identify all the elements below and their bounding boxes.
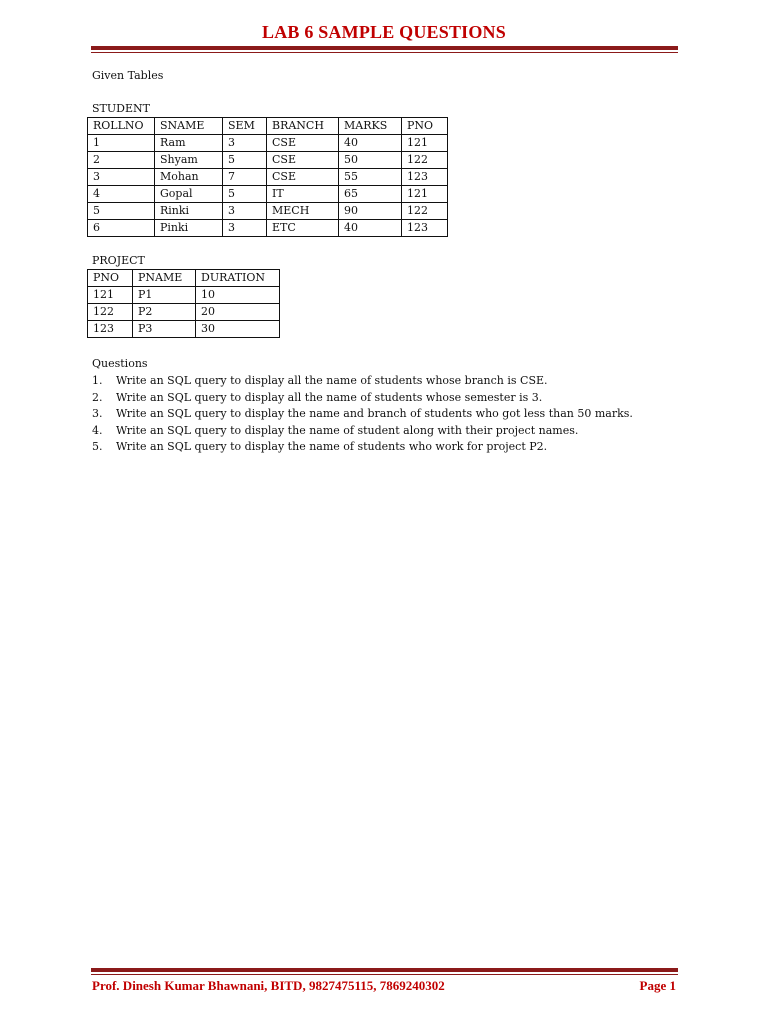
table-cell: 55 (339, 169, 402, 186)
table-row (88, 304, 280, 321)
table-cell: Gopal (155, 186, 223, 203)
project-table-label: PROJECT (92, 254, 145, 267)
page-title: LAB 6 SAMPLE QUESTIONS (262, 22, 506, 42)
student-table (87, 117, 448, 237)
table-cell: 6 (88, 220, 155, 237)
table-cell: MECH (267, 203, 339, 220)
table-cell: 7 (223, 169, 267, 186)
table-cell: Shyam (155, 152, 223, 169)
list-item (92, 406, 633, 423)
table-cell: 3 (88, 169, 155, 186)
table-cell: ETC (267, 220, 339, 237)
table-cell: 40 (339, 135, 402, 152)
question-number: 3. (92, 407, 103, 420)
table-row (88, 186, 448, 203)
column-header: BRANCH (267, 118, 339, 135)
table-cell: 123 (402, 220, 448, 237)
table-cell: P3 (133, 321, 196, 338)
table-header-row (88, 270, 280, 287)
table-header-row (88, 118, 448, 135)
column-header: PNO (88, 270, 133, 287)
questions-list (92, 373, 633, 456)
table-row (88, 220, 448, 237)
column-header: PNO (402, 118, 448, 135)
question-text: Write an SQL query to display all the name of students whose semester is 3. (116, 390, 543, 404)
footer-rule (91, 968, 678, 975)
question-number: 2. (92, 390, 103, 404)
header-rule (91, 46, 678, 53)
table-cell: CSE (267, 152, 339, 169)
table-cell: 4 (88, 186, 155, 203)
question-text: Write an SQL query to display the name and branch of students who got less than 50 marks. (116, 407, 633, 420)
table-cell: 90 (339, 203, 402, 220)
question-number: 1. (92, 374, 103, 387)
table-cell: 3 (223, 135, 267, 152)
list-item (92, 423, 633, 440)
question-text: Write an SQL query to display the name of student along with their project names. (116, 423, 579, 437)
table-row (88, 287, 280, 304)
question-text: Write an SQL query to display the name of students who work for project P2. (116, 440, 548, 453)
column-header: SEM (223, 118, 267, 135)
table-cell: 123 (402, 169, 448, 186)
column-header: SNAME (155, 118, 223, 135)
column-header: DURATION (196, 270, 280, 287)
table-cell: 3 (223, 220, 267, 237)
table-cell: 121 (402, 186, 448, 203)
table-cell: 30 (196, 321, 280, 338)
table-cell: 65 (339, 186, 402, 203)
table-cell: 123 (88, 321, 133, 338)
table-row (88, 152, 448, 169)
table-cell: Rinki (155, 203, 223, 220)
column-header: PNAME (133, 270, 196, 287)
table-cell: 3 (223, 203, 267, 220)
table-cell: 20 (196, 304, 280, 321)
table-cell: 122 (402, 152, 448, 169)
table-cell: Pinki (155, 220, 223, 237)
table-cell: Ram (155, 135, 223, 152)
table-cell: 121 (402, 135, 448, 152)
project-table (87, 269, 280, 338)
table-cell: 40 (339, 220, 402, 237)
column-header: MARKS (339, 118, 402, 135)
table-cell: 50 (339, 152, 402, 169)
list-item (92, 439, 633, 456)
table-cell: 5 (223, 186, 267, 203)
table-cell: CSE (267, 169, 339, 186)
table-cell: P1 (133, 287, 196, 304)
footer-author: Prof. Dinesh Kumar Bhawnani, BITD, 9827475115, 7869240302 (92, 978, 445, 993)
table-cell: 5 (88, 203, 155, 220)
table-row (88, 135, 448, 152)
table-row (88, 169, 448, 186)
student-table-label: STUDENT (92, 102, 150, 115)
question-number: 5. (92, 440, 103, 453)
question-number: 4. (92, 423, 103, 437)
table-cell: 122 (88, 304, 133, 321)
table-cell: 10 (196, 287, 280, 304)
table-row (88, 321, 280, 338)
list-item (92, 390, 633, 407)
table-cell: 5 (223, 152, 267, 169)
table-cell: Mohan (155, 169, 223, 186)
table-cell: 122 (402, 203, 448, 220)
page-number: Page 1 (639, 978, 676, 993)
table-cell: IT (267, 186, 339, 203)
list-item (92, 373, 633, 390)
table-row (88, 203, 448, 220)
table-cell: CSE (267, 135, 339, 152)
column-header: ROLLNO (88, 118, 155, 135)
table-cell: P2 (133, 304, 196, 321)
table-cell: 2 (88, 152, 155, 169)
question-text: Write an SQL query to display all the name of students whose branch is CSE. (116, 374, 548, 387)
table-cell: 121 (88, 287, 133, 304)
table-cell: 1 (88, 135, 155, 152)
questions-heading: Questions (92, 357, 148, 370)
intro-text: Given Tables (92, 69, 164, 82)
